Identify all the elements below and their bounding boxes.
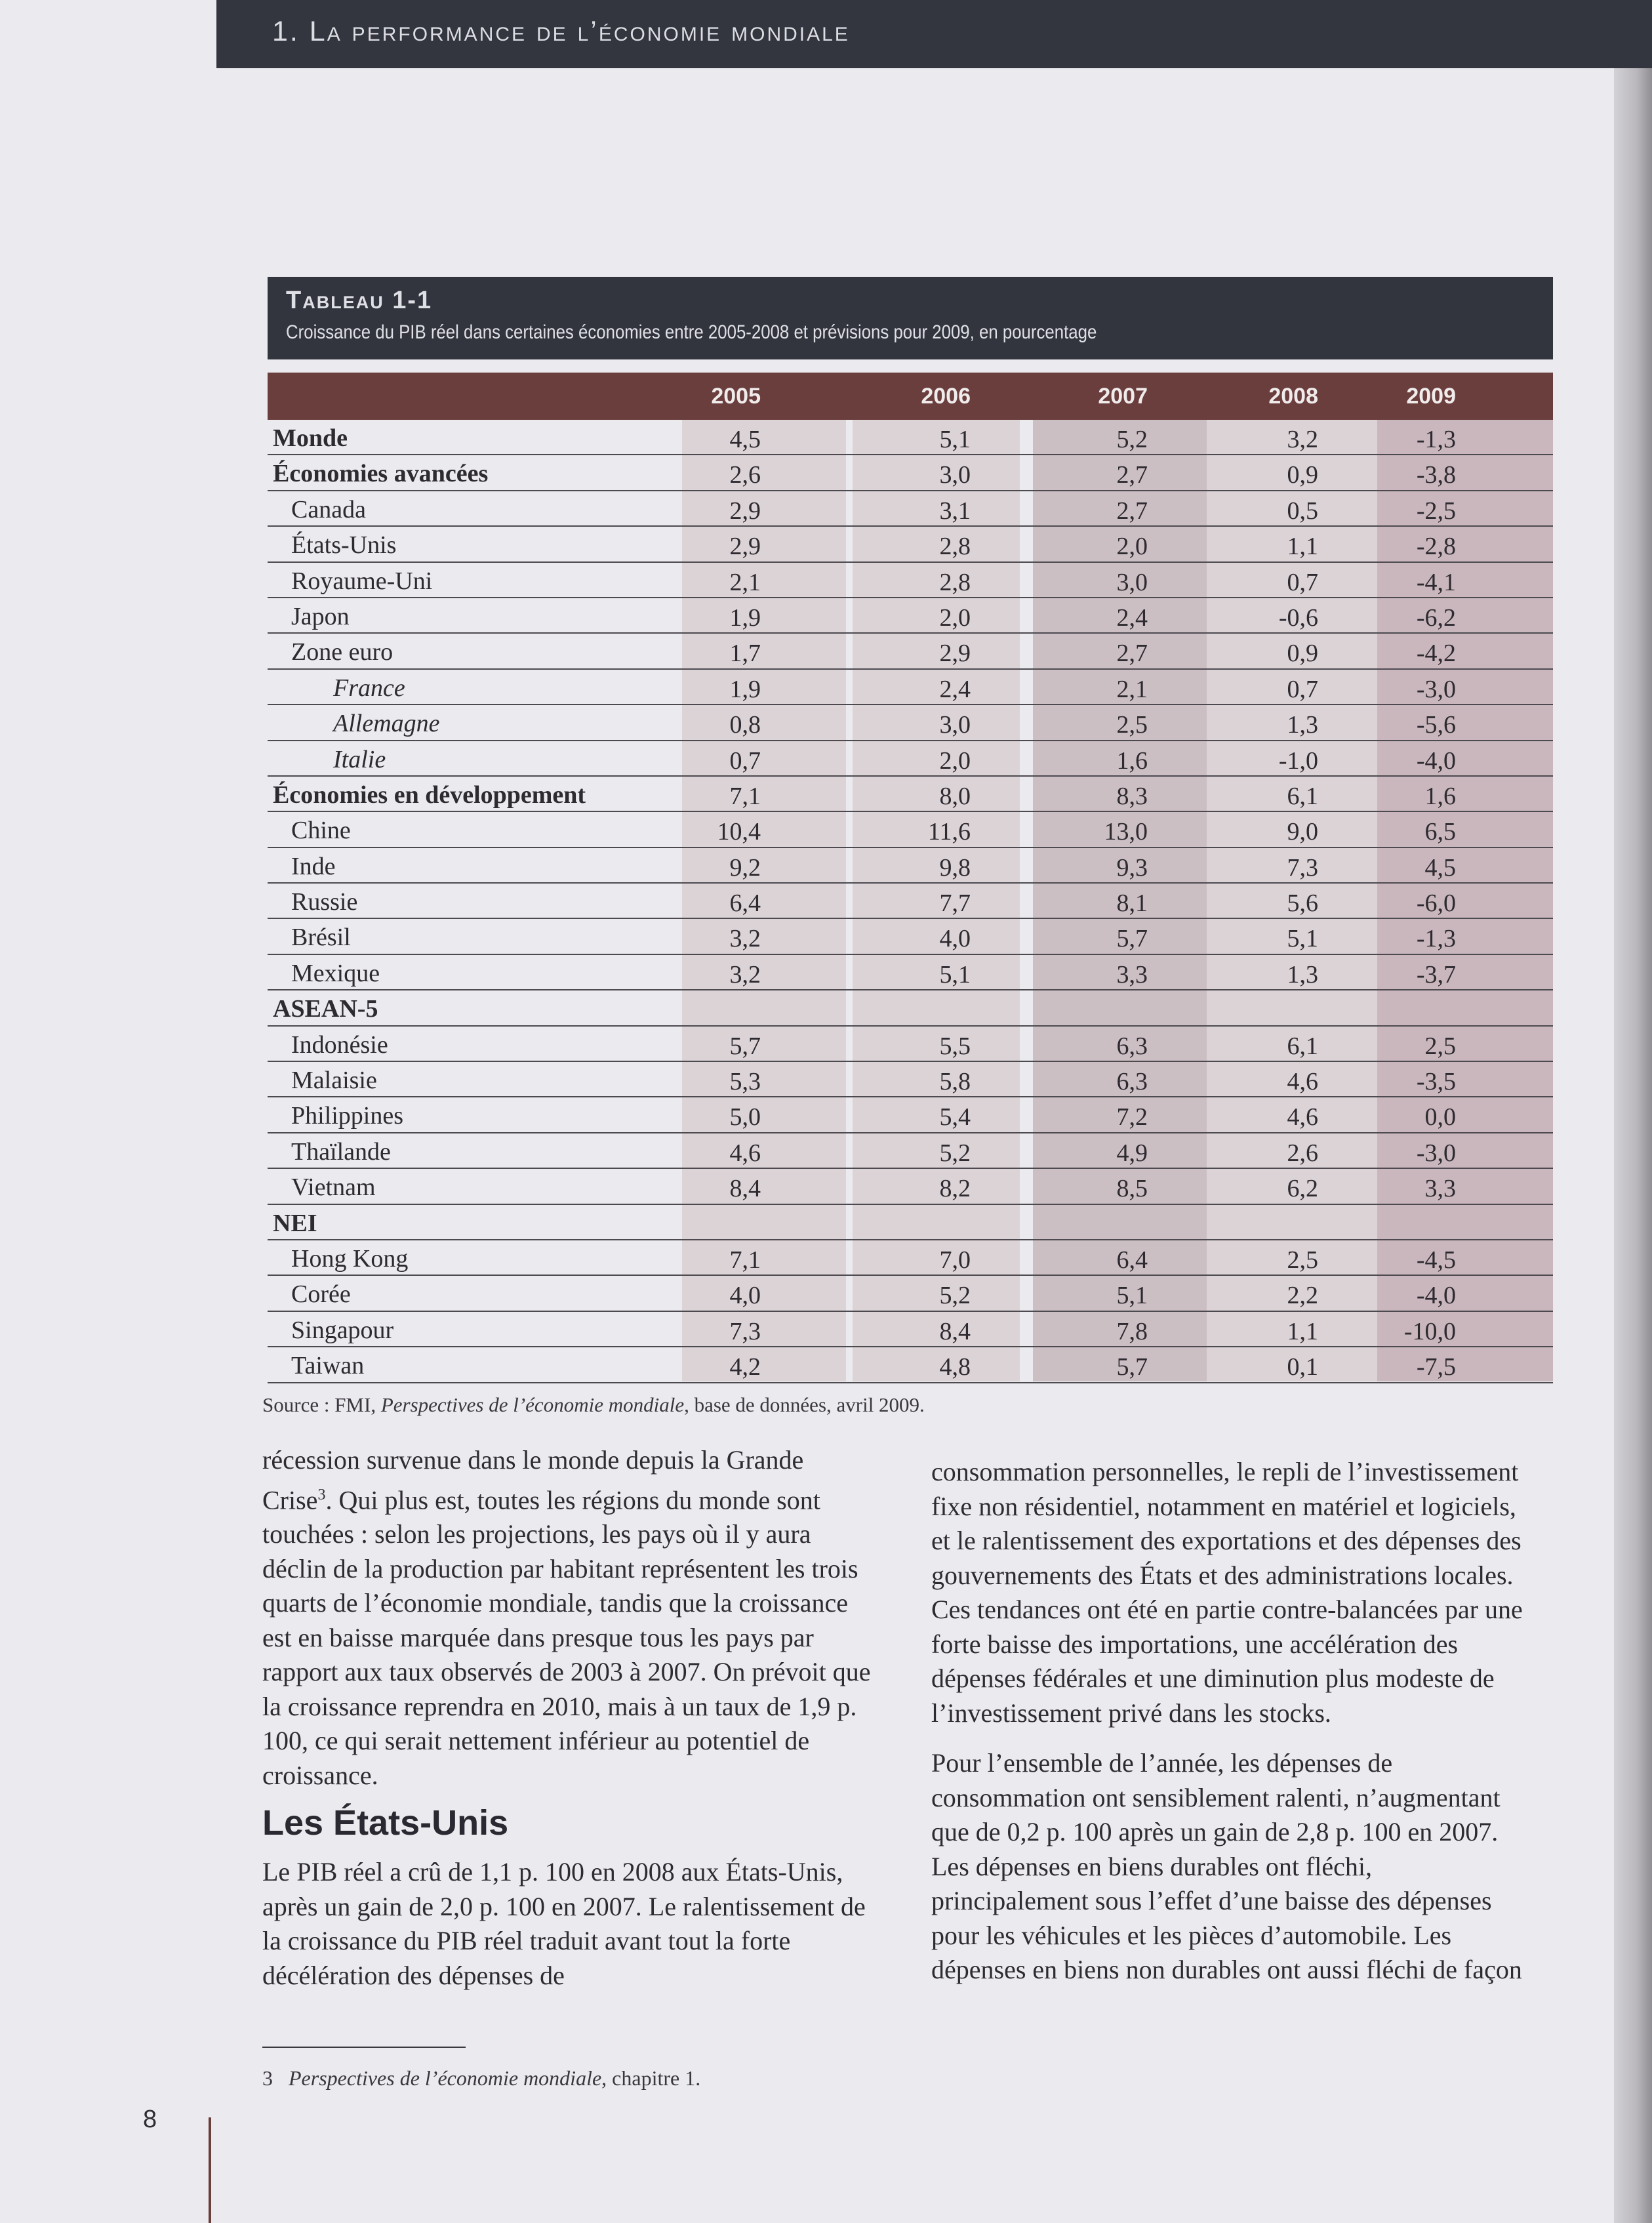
footnote-rule [262, 2047, 466, 2048]
value-cell: -4,5 [1416, 1246, 1456, 1274]
value-cell: 5,3 [729, 1068, 761, 1096]
value-cell [866, 990, 971, 1026]
value-cell: 0,0 [1424, 1103, 1456, 1132]
value-cell: 4,5 [729, 426, 761, 453]
row-label: Vietnam [291, 1173, 376, 1202]
value-cell [866, 1205, 971, 1240]
value-cell: 2,7 [1116, 497, 1148, 525]
value-cell: 5,1 [1287, 925, 1318, 953]
row-label: Singapour [291, 1316, 394, 1344]
year-header: 2005 [711, 384, 761, 409]
value-cell: 1,1 [1287, 1317, 1318, 1345]
value-cell: -3,5 [1416, 1068, 1456, 1096]
left-paragraph-1: récession survenue dans le monde depuis la Grande Crise$^3$. Qui plus est, toutes les régions du monde sont touchées : selon les projections, les pays où il y aura déclin de la production par habitant représentent les trois quarts de l’économie mondiale, tandis que la croissance est en baisse marquée dans presque tous les pays par rapport aux taux observés de 2003 à 2007. On prévoit que la croissance reprendra en 2010, mais à un taux de 1,9 p. 100, ce qui serait nettement inférieur au potentiel de croissance. [262, 1445, 871, 1790]
value-cell: 4,2 [729, 1353, 761, 1381]
table-row [268, 990, 1553, 1026]
value-cell: 5,7 [729, 1032, 761, 1060]
left-column-2 [262, 1855, 879, 1993]
table-row [268, 563, 1553, 598]
row-label: Hong Kong [291, 1244, 409, 1273]
value-cell: 1,6 [1116, 746, 1148, 775]
footnote-ref: 3 [317, 1486, 326, 1503]
value-cell: 2,6 [1287, 1139, 1318, 1167]
value-cell: 2,8 [939, 533, 971, 561]
right-paragraph-2: Pour l’ensemble de l’année, les dépenses de consommation ont sensiblement ralenti, n’augmentant que de 0,2 p. 100 après un gain de 2,8 p. 100 en 2007. Les dépenses en biens durables ont fléchi, principalement sous l’effet d’une baisse des dépenses pour les véhicules et les pièces d’automobile. Les dépenses en biens non durables ont aussi fléchi de façon [931, 1748, 1522, 1984]
value-cell: 7,8 [1116, 1317, 1148, 1345]
value-cell: 9,0 [1287, 818, 1318, 846]
value-cell: 3,3 [1424, 1175, 1456, 1203]
table-row [268, 1133, 1553, 1169]
value-cell: 4,9 [1116, 1139, 1148, 1167]
left-paragraph-2: Le PIB réel a crû de 1,1 p. 100 en 2008 aux États-Unis, après un gain de 2,0 p. 100 en 2007. Le ralentissement de la croissance du PIB réel traduit avant tout la forte décélération des dépenses de [262, 1857, 866, 1990]
row-label: Canada [291, 495, 366, 523]
value-cell: 11,6 [927, 818, 971, 846]
margin-rule [209, 2117, 211, 2223]
value-cell: 1,1 [1287, 533, 1318, 561]
value-cell: 5,1 [939, 960, 971, 989]
value-cell: 3,3 [1116, 960, 1148, 989]
row-label: Russie [291, 888, 358, 916]
value-cell [1043, 1205, 1148, 1240]
value-cell: 1,9 [729, 675, 761, 703]
value-cell: -4,1 [1416, 568, 1456, 596]
value-cell: 2,5 [1116, 711, 1148, 739]
table-row [268, 1062, 1553, 1097]
value-cell: -7,5 [1416, 1353, 1456, 1381]
table-row [268, 491, 1553, 527]
value-cell: 3,0 [939, 461, 971, 489]
value-cell: -2,5 [1416, 497, 1456, 525]
value-cell: 4,6 [729, 1139, 761, 1167]
value-cell: 6,4 [729, 889, 761, 918]
value-cell: 2,8 [939, 568, 971, 596]
row-label: ASEAN-5 [273, 995, 378, 1023]
value-cell: 7,7 [939, 889, 971, 918]
value-cell: 2,1 [1116, 675, 1148, 703]
value-cell: -4,0 [1416, 1282, 1456, 1310]
value-cell: 2,4 [939, 675, 971, 703]
page-number: 8 [143, 2106, 157, 2133]
value-cell: 0,9 [1287, 640, 1318, 668]
value-cell: -4,0 [1416, 746, 1456, 775]
table-row [268, 955, 1553, 990]
table-row [268, 634, 1553, 669]
value-cell: 0,7 [1287, 568, 1318, 596]
value-cell [656, 990, 761, 1026]
value-cell: 2,9 [939, 640, 971, 668]
row-label: NEI [273, 1209, 317, 1237]
table-row [268, 455, 1553, 491]
value-cell: 1,6 [1424, 782, 1456, 810]
value-cell: 7,2 [1116, 1103, 1148, 1132]
value-cell: -6,0 [1416, 889, 1456, 918]
value-cell: 13,0 [1104, 818, 1148, 846]
value-cell: 8,4 [729, 1175, 761, 1203]
section-heading: Les États-Unis [262, 1803, 509, 1843]
value-cell: 4,6 [1287, 1068, 1318, 1096]
value-cell: 2,0 [939, 603, 971, 632]
row-label: France [333, 674, 405, 702]
value-cell: 4,0 [939, 925, 971, 953]
value-cell: 5,5 [939, 1032, 971, 1060]
table-caption: Croissance du PIB réel dans certaines économies entre 2005-2008 et prévisions pour 2009, en pourcentage [286, 321, 1097, 343]
value-cell: -1,3 [1416, 925, 1456, 953]
table-row [268, 777, 1553, 812]
value-cell [1351, 1205, 1456, 1240]
value-cell [1043, 990, 1148, 1026]
value-cell: 3,2 [1287, 426, 1318, 453]
value-cell: 4,0 [729, 1282, 761, 1310]
value-cell: 7,1 [729, 782, 761, 810]
value-cell: 1,3 [1287, 711, 1318, 739]
value-cell: 3,2 [729, 960, 761, 989]
value-cell: 5,0 [729, 1103, 761, 1132]
value-cell: 0,1 [1287, 1353, 1318, 1381]
row-label: Chine [291, 817, 351, 845]
year-header-row [268, 373, 1553, 420]
table-row [268, 1097, 1553, 1133]
value-cell: 7,3 [1287, 853, 1318, 882]
table-row [268, 1240, 1553, 1276]
row-label: Thaïlande [291, 1137, 391, 1166]
value-cell: 6,2 [1287, 1175, 1318, 1203]
value-cell: 0,7 [729, 746, 761, 775]
value-cell: 5,2 [1116, 426, 1148, 453]
value-cell: 7,0 [939, 1246, 971, 1274]
value-cell: 6,3 [1116, 1032, 1148, 1060]
value-cell: 5,8 [939, 1068, 971, 1096]
value-cell: 5,2 [939, 1282, 971, 1310]
table-row [268, 1312, 1553, 1347]
value-cell: -5,6 [1416, 711, 1456, 739]
value-cell: 8,0 [939, 782, 971, 810]
table-row [268, 598, 1553, 634]
row-label: Inde [291, 852, 336, 880]
value-cell: 2,9 [729, 497, 761, 525]
year-header: 2006 [921, 384, 971, 409]
value-cell: 3,2 [729, 925, 761, 953]
value-cell: 5,2 [939, 1139, 971, 1167]
value-cell: 6,1 [1287, 782, 1318, 810]
row-label: Monde [273, 424, 348, 452]
value-cell: 2,4 [1116, 603, 1148, 632]
row-label: Philippines [291, 1102, 404, 1130]
value-cell: -10,0 [1403, 1317, 1456, 1345]
row-label: Japon [291, 602, 350, 630]
value-cell: 5,1 [1116, 1282, 1148, 1310]
value-cell: 5,7 [1116, 1353, 1148, 1381]
value-cell: 8,2 [939, 1175, 971, 1203]
table-label: Tableau 1-1 [286, 287, 433, 314]
page-edge-shadow [1614, 0, 1652, 2223]
footnote: 3 Perspectives de l’économie mondiale, chapitre 1. [262, 2066, 701, 2090]
row-label: Malaisie [291, 1067, 377, 1095]
row-label: États-Unis [291, 531, 397, 560]
value-cell: -3,0 [1416, 675, 1456, 703]
row-label: Italie [333, 745, 386, 773]
value-cell: -4,2 [1416, 640, 1456, 668]
value-cell: 2,5 [1424, 1032, 1456, 1060]
value-cell: 9,3 [1116, 853, 1148, 882]
table-row [268, 1276, 1553, 1311]
value-cell: 4,8 [939, 1353, 971, 1381]
value-cell [1213, 1205, 1318, 1240]
row-label: Corée [291, 1280, 351, 1309]
row-label: Taiwan [291, 1352, 365, 1380]
value-cell: 2,7 [1116, 461, 1148, 489]
value-cell: 1,3 [1287, 960, 1318, 989]
table-row [268, 1205, 1553, 1240]
value-cell: -3,0 [1416, 1139, 1456, 1167]
table-row [268, 1169, 1553, 1204]
year-header: 2008 [1268, 384, 1318, 409]
row-label: Allemagne [333, 710, 440, 738]
row-label: Économies en développement [273, 781, 586, 809]
value-cell [1213, 990, 1318, 1026]
value-cell: 2,7 [1116, 640, 1148, 668]
table-header [268, 277, 1553, 359]
year-header: 2007 [1098, 384, 1148, 409]
table-row [268, 670, 1553, 705]
value-cell: -1,0 [1278, 746, 1318, 775]
value-cell: -0,6 [1278, 603, 1318, 632]
row-label: Indonésie [291, 1030, 388, 1059]
value-cell: 1,9 [729, 603, 761, 632]
value-cell: 7,1 [729, 1246, 761, 1274]
value-cell: -1,3 [1416, 426, 1456, 453]
value-cell: 1,7 [729, 640, 761, 668]
table-row [268, 741, 1553, 777]
gdp-table [268, 373, 1553, 1383]
value-cell [656, 1205, 761, 1240]
value-cell: -3,7 [1416, 960, 1456, 989]
row-label: Brésil [291, 924, 351, 952]
value-cell: 2,6 [729, 461, 761, 489]
table-row [268, 1347, 1553, 1383]
table-row [268, 420, 1553, 455]
table-row [268, 812, 1553, 847]
value-cell: 3,0 [939, 711, 971, 739]
value-cell: 5,1 [939, 426, 971, 453]
value-cell: 8,1 [1116, 889, 1148, 918]
value-cell: 8,3 [1116, 782, 1148, 810]
value-cell: 10,4 [717, 818, 761, 846]
value-cell: 2,0 [939, 746, 971, 775]
value-cell: 3,0 [1116, 568, 1148, 596]
right-column [931, 1455, 1535, 1988]
value-cell: 6,4 [1116, 1246, 1148, 1274]
value-cell: 5,7 [1116, 925, 1148, 953]
value-cell: -2,8 [1416, 533, 1456, 561]
year-header: 2009 [1406, 384, 1456, 409]
value-cell: 9,2 [729, 853, 761, 882]
row-label: Royaume-Uni [291, 567, 433, 595]
value-cell: 6,3 [1116, 1068, 1148, 1096]
table-source: Source : FMI, Perspectives de l’économie mondiale, base de données, avril 2009. [262, 1393, 925, 1416]
value-cell: 5,4 [939, 1103, 971, 1132]
value-cell: 0,7 [1287, 675, 1318, 703]
value-cell: 2,1 [729, 568, 761, 596]
value-cell: 0,8 [729, 711, 761, 739]
row-label: Zone euro [291, 638, 393, 666]
row-label: Économies avancées [273, 460, 489, 488]
value-cell: 4,5 [1424, 853, 1456, 882]
table-row [268, 884, 1553, 919]
value-cell: 2,5 [1287, 1246, 1318, 1274]
value-cell: 2,9 [729, 533, 761, 561]
value-cell: 8,5 [1116, 1175, 1148, 1203]
right-paragraph-1: consommation personnelles, le repli de l’investissement fixe non résidentiel, notamment en matériel et logiciels, et le ralentissement des exportations et des dépenses des gouvernements des États et des administrations locales. Ces tendances ont été en partie contre-balancées par une forte baisse des importations, une accélération des dépenses fédérales et une diminution plus modeste de l’investissement privé dans les stocks. [931, 1457, 1523, 1728]
row-label: Mexique [291, 959, 380, 987]
value-cell: 3,1 [939, 497, 971, 525]
table-row [268, 527, 1553, 562]
value-cell [1351, 990, 1456, 1026]
value-cell: 2,0 [1116, 533, 1148, 561]
chapter-header-bar [216, 0, 1652, 68]
value-cell: 2,2 [1287, 1282, 1318, 1310]
table-row [268, 919, 1553, 954]
value-cell: 0,5 [1287, 497, 1318, 525]
value-cell: 0,9 [1287, 461, 1318, 489]
value-cell: 6,5 [1424, 818, 1456, 846]
table-row [268, 1027, 1553, 1062]
table-body [268, 420, 1553, 1383]
value-cell: 7,3 [729, 1317, 761, 1345]
value-cell: 6,1 [1287, 1032, 1318, 1060]
value-cell: 9,8 [939, 853, 971, 882]
value-cell: 5,6 [1287, 889, 1318, 918]
chapter-title: 1. La performance de l’économie mondiale [272, 16, 850, 47]
value-cell: -3,8 [1416, 461, 1456, 489]
left-column [262, 1443, 879, 1793]
table-row [268, 848, 1553, 884]
value-cell: -6,2 [1416, 603, 1456, 632]
value-cell: 8,4 [939, 1317, 971, 1345]
value-cell: 4,6 [1287, 1103, 1318, 1132]
table-row [268, 705, 1553, 741]
